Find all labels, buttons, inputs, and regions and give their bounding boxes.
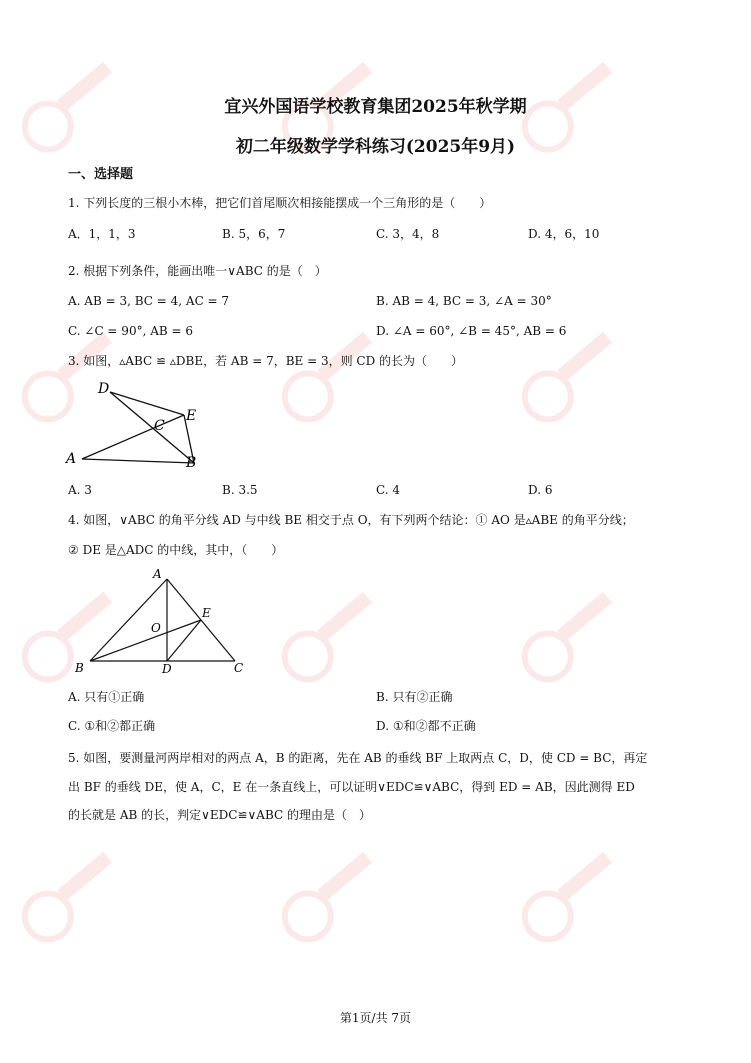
q4-label-e: E [202,606,211,620]
q3-option-d: D. 6 [528,483,553,497]
q4-label-o: O [151,621,161,635]
watermark-logo [265,828,395,951]
page-subtitle: 初二年级数学学科练习(2025年9月) [235,137,516,157]
q5-line3: 的长就是 AB 的长，判定∨EDC≌∨ABC 的理由是（ ） [68,808,372,822]
watermark-logo [5,828,135,951]
q4-option-c: C. ①和②都正确 [68,719,156,733]
q3-label-a: A [66,451,77,467]
q4-option-d: D. ①和②都不正确 [376,719,476,733]
q5-line2: 出 BF 的垂线 DE，使 A，C，E 在一条直线上，可以证明∨EDC≌∨ABC，得到 ED = AB，因此测得 ED [68,780,635,794]
q1-stem: 1. 下列长度的三根小木棒，把它们首尾顺次相接能摆成一个三角形的是（ ） [68,196,492,210]
q4-label-a: A [153,567,162,581]
q1-option-b: B. 5，6，7 [222,227,286,241]
page-title: 宜兴外国语学校教育集团2025年秋学期 [224,97,527,117]
q2-option-a: A. AB = 3, BC = 4, AC = 7 [68,294,230,308]
q2-option-d: D. ∠A = 60°, ∠B = 45°, AB = 6 [376,324,567,338]
q3-option-c: C. 4 [376,483,401,497]
q4-stem-line1: 4. 如图，∨ABC 的角平分线 AD 与中线 BE 相交于点 O，有下列两个结论：① AO 是▵ABE 的角平分线； [68,513,634,527]
q2-stem: 2. 根据下列条件，能画出唯一∨ABC 的是（ ） [68,264,327,278]
q2-option-b: B. AB = 4, BC = 3, ∠A = 30° [376,294,552,308]
q4-label-c: C [234,661,244,675]
watermark-logo [505,568,635,691]
q5-line1: 5. 如图，要测量河两岸相对的两点 A，B 的距离，先在 AB 的垂线 BF 上取两点 C，D，使 CD = BC，再定 [68,751,648,765]
q3-label-c: C [154,418,165,434]
q1-option-c: C. 3，4，8 [376,227,440,241]
q3-label-e: E [186,408,197,424]
q3-option-a: A. 3 [68,483,92,497]
watermark-logo [505,828,635,951]
q1-option-a: A．1，1，3 [68,227,136,241]
q4-option-b: B. 只有②正确 [376,690,453,704]
q3-figure [60,375,210,470]
q3-option-b: B. 3.5 [222,483,258,497]
q4-stem-line2: ② DE 是△ADC 的中线，其中，（ ） [68,543,284,557]
q4-label-b: B [75,661,84,675]
q3-label-b: B [186,455,197,470]
section-heading: 一、选择题 [68,167,134,182]
q2-option-c: C. ∠C = 90°, AB = 6 [68,324,194,338]
watermark-logo [265,568,395,691]
q4-figure [65,562,255,677]
q4-label-d: D [162,662,172,676]
q3-stem: 3. 如图，▵ABC ≌ ▵DBE，若 AB = 7，BE = 3，则 CD 的长为（ ） [68,354,464,368]
q1-option-d: D. 4，6，10 [528,227,600,241]
page-footer: 第1页/共 7页 [339,1011,412,1025]
q4-option-a: A. 只有①正确 [68,690,145,704]
q3-label-d: D [98,381,110,397]
